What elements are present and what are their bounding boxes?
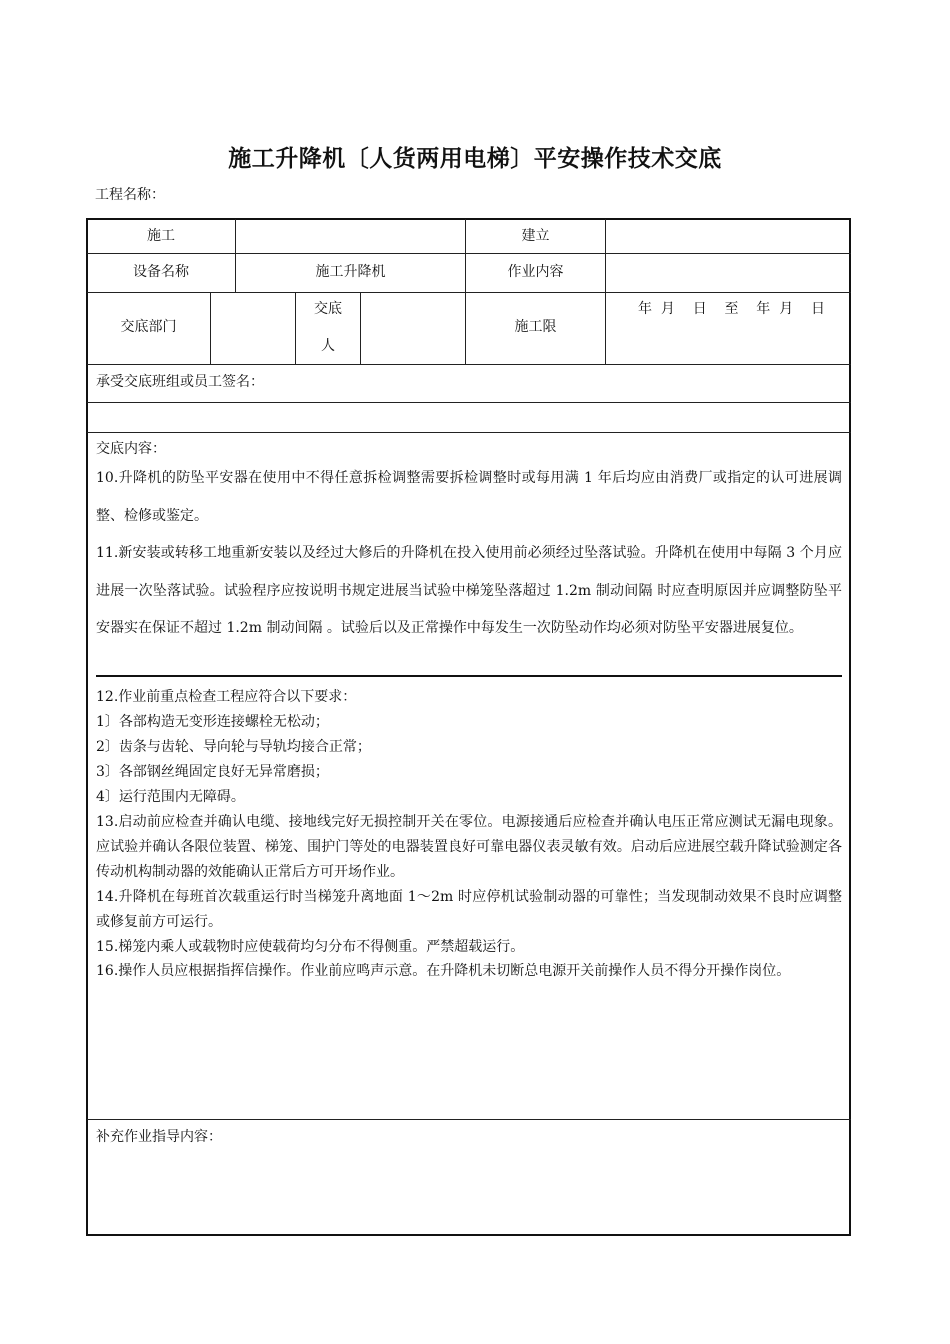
handover-dept-label: 交底部门 xyxy=(120,319,177,335)
date-range: 年 月 日 至 年 月 日 xyxy=(638,301,826,317)
col-divider xyxy=(605,219,606,364)
content-section-1 xyxy=(96,460,842,648)
content-paragraph: 1〕各部构造无变形连接螺栓无松动； xyxy=(96,714,329,730)
construction-label: 施工 xyxy=(147,228,175,244)
row-divider xyxy=(87,1119,851,1120)
supplement-label: 补充作业指导内容： xyxy=(96,1129,222,1145)
equipment-name-label: 设备名称 xyxy=(133,264,189,280)
content-paragraph: 15.梯笼内乘人或载物时应使载荷均匀分布不得侧重。严禁超载运行。 xyxy=(96,939,525,955)
construction-period-label: 施工限 xyxy=(514,319,557,335)
content-paragraph: 13.启动前应检查并确认电缆、接地线完好无损控制开关在零位。电源接通后应检查并确认电压正常应测试无漏电现象。应试验并确认各限位装置、梯笼、围护门等处的电器装置良好可靠电器仪表灵敏有效。启动后应进展空载升降试验测定各传动机构制动器的效能确认正常后方可开场作业。 xyxy=(96,814,842,880)
page-title: 施工升降机〔人货两用电梯〕平安操作技术交底 xyxy=(228,146,722,172)
content-paragraph: 16.操作人员应根据指挥信操作。作业前应鸣声示意。在升降机未切断总电源开关前操作人员不得分开操作岗位。 xyxy=(96,963,791,979)
col-divider xyxy=(360,292,361,364)
content-paragraph: 3〕各部钢丝绳固定良好无异常磨损； xyxy=(96,764,329,780)
content-section-3 xyxy=(96,953,842,991)
work-content-label: 作业内容 xyxy=(507,264,564,280)
row-divider xyxy=(87,432,851,433)
established-label: 建立 xyxy=(521,228,550,244)
row-divider xyxy=(87,402,851,403)
content-paragraph: 10.升降机的防坠平安器在使用中不得任意拆检调整需要拆检调整时或每用满 1 年后均应由消费厂或指定的认可进展调整、检修或鉴定。 xyxy=(96,470,842,524)
signature-label: 承受交底班组或员工签名： xyxy=(96,374,264,390)
row-divider xyxy=(87,292,851,293)
content-paragraph: 4〕运行范围内无障碍。 xyxy=(96,789,245,805)
content-paragraph: 11.新安装或转移工地重新安装以及经过大修后的升降机在投入使用前必须经过坠落试验。升降机在使用中每隔 3 个月应进展一次坠落试验。试验程序应按说明书规定进展当试验中梯笼坠落超过 1.2m 制动间隔 时应查明原因并应调整防坠平安器实在保证不超过 1.2m 制动间隔 。试验后以及正常操作中每发生一次防坠动作均必须对防坠平安器进展复位。 xyxy=(96,545,842,636)
section-divider xyxy=(96,675,842,677)
handover-person-label-2: 人 xyxy=(321,338,335,354)
row-divider xyxy=(87,364,851,365)
equipment-name-value: 施工升降机 xyxy=(315,264,386,280)
content-paragraph: 12.作业前重点检查工程应符合以下要求： xyxy=(96,689,357,705)
project-name-label: 工程名称： xyxy=(95,187,165,203)
col-divider xyxy=(235,219,236,292)
content-paragraph: 14.升降机在每班首次载重运行时当梯笼升离地面 1～2m 时应停机试验制动器的可靠性；当发现制动效果不良时应调整或修复前方可运行。 xyxy=(96,889,842,930)
content-section-2 xyxy=(96,685,842,960)
content-paragraph: 2〕齿条与齿轮、导向轮与导轨均接合正常； xyxy=(96,739,371,755)
content-label: 交底内容： xyxy=(96,441,166,457)
handover-person-label-1: 交底 xyxy=(314,301,342,317)
row-divider xyxy=(87,253,851,254)
col-divider xyxy=(210,292,211,364)
